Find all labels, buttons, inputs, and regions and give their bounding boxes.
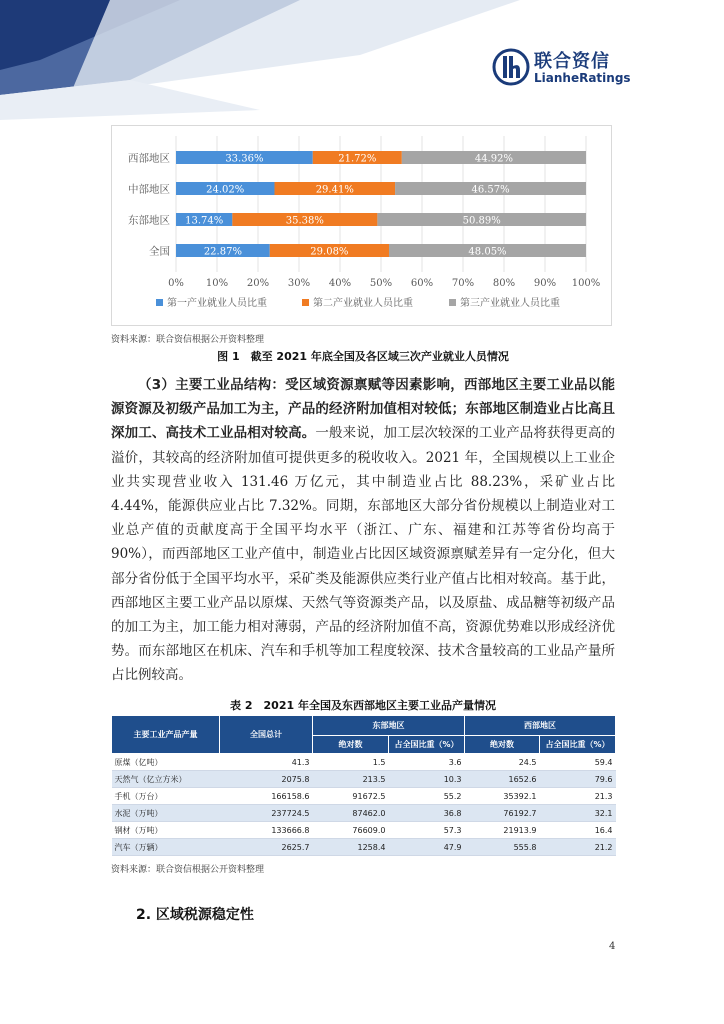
logo-mark-icon [492,48,530,86]
cell-name: 原煤（亿吨） [112,754,220,771]
table-2-title: 表 2 2021 年全国及东西部地区主要工业品产量情况 [230,699,496,712]
cell-west-share: 59.4 [540,754,616,771]
cell-west-share: 79.6 [540,771,616,788]
figure-1-caption: 图 1 截至 2021 年底全国及各区域三次产业就业人员情况 [217,350,509,363]
x-tick-label: 40% [328,278,352,289]
table-2 [111,715,616,856]
data-label: 35.38% [285,215,324,227]
x-tick-label: 0% [168,278,184,289]
x-tick-label: 70% [451,278,475,289]
data-label: 44.92% [474,153,513,165]
table-2-source: 资料来源：联合资信根据公开资料整理 [111,865,265,875]
cell-east-share: 55.2 [389,788,465,805]
data-label: 29.41% [315,184,354,196]
th-product: 主要工业产品产量 [112,716,220,754]
data-label: 22.87% [203,246,242,258]
table-row [112,771,616,788]
paragraph-body: 一般来说，加工层次较深的工业产品将获得更高的溢价，其较高的经济附加值可提供更多的税收收入。2021 年，全国规模以上工业企业共实现营业收入 131.46 万亿元，其中制造业占比 88.23%，采矿业占比 4.44%，能源供应业占比 7.32%。同期，东部地区大部分省份规模以上制造业对工业总产值的贡献度高于全国平均水平（浙江、广东、福建和江苏等省份均高于 90%），而西部地区工业产值中，制造业占比因区域资源禀赋差异有一定分化，但大部分省份低于全国平均水平，采矿类及能源供应类行业产值占比相对较高。基于此，西部地区主要工业产品以原煤、天然气等资源类产品，以及原盐、成品糖等初级产品的加工为主，加工能力相对薄弱，产品的经济附加值不高，资源优势难以形成经济优势。而东部地区在机床、汽车和手机等加工程度较深、技术含量较高的工业品产量所占比例较高。 [111,425,615,684]
category-label: 东部地区 [128,214,170,227]
cell-east-share: 47.9 [389,839,465,856]
data-label: 48.05% [468,246,507,258]
category-label: 中部地区 [128,183,170,196]
th-east: 东部地区 [313,716,465,736]
cell-national: 133666.8 [220,822,313,839]
cell-national: 41.3 [220,754,313,771]
cell-east-share: 3.6 [389,754,465,771]
cell-east-abs: 1.5 [313,754,389,771]
cell-west-share: 21.3 [540,788,616,805]
data-label: 50.89% [462,215,501,227]
th-national: 全国总计 [220,716,313,754]
cell-west-abs: 24.5 [465,754,540,771]
paragraph-lead-bold: （3）主要工业品结构：受区域资源禀赋等因素影响，西部地区主要工业品以能源资源及初级产品加工为主，产品的经济附加值相对较低；东部地区制造业占比高且深加工、高技术工业品相对较高。 [111,377,615,442]
cell-east-abs: 76609.0 [313,822,389,839]
cell-west-abs: 1652.6 [465,771,540,788]
x-tick-label: 60% [410,278,434,289]
stacked-bar-chart [112,126,611,325]
legend-swatch [302,299,309,306]
table-row [112,805,616,822]
x-tick-label: 100% [571,278,601,289]
data-label: 29.08% [310,246,349,258]
figure-1-chart [111,125,612,326]
cell-east-abs: 87462.0 [313,805,389,822]
data-label: 46.57% [471,184,510,196]
cell-name: 手机（万台） [112,788,220,805]
section-heading: 2. 区域税源稳定性 [136,907,254,923]
cell-west-abs: 76192.7 [465,805,540,822]
logo-text-cn: 联合资信 [534,51,610,72]
figure-1-source: 资料来源：联合资信根据公开资料整理 [111,335,265,345]
page-number: 4 [609,941,616,952]
cell-west-abs: 35392.1 [465,788,540,805]
legend-label: 第三产业就业人员比重 [460,298,560,309]
cell-national: 166158.6 [220,788,313,805]
logo-text-en: LianheRatings [534,71,631,85]
category-label: 全国 [149,245,170,258]
cell-name: 钢材（万吨） [112,822,220,839]
x-tick-label: 90% [533,278,557,289]
table-row [112,788,616,805]
cell-west-abs: 555.8 [465,839,540,856]
cell-east-share: 10.3 [389,771,465,788]
cell-name: 水泥（万吨） [112,805,220,822]
cell-east-share: 36.8 [389,805,465,822]
category-label: 西部地区 [128,152,170,165]
brand-logo [492,46,631,92]
cell-national: 2625.7 [220,839,313,856]
cell-east-share: 57.3 [389,822,465,839]
data-label: 24.02% [206,184,245,196]
th-east-share: 占全国比重（%） [389,736,465,754]
cell-east-abs: 1258.4 [313,839,389,856]
x-tick-label: 20% [246,278,270,289]
th-east-abs: 绝对数 [313,736,389,754]
data-label: 33.36% [225,153,264,165]
cell-national: 2075.8 [220,771,313,788]
x-tick-label: 10% [205,278,229,289]
cell-national: 237724.5 [220,805,313,822]
table-row [112,822,616,839]
th-west-share: 占全国比重（%） [540,736,616,754]
th-west: 西部地区 [465,716,616,736]
cell-west-share: 21.2 [540,839,616,856]
data-label: 21.72% [338,153,377,165]
cell-east-abs: 213.5 [313,771,389,788]
industrial-structure-paragraph [111,373,615,688]
data-label: 13.74% [185,215,224,227]
x-tick-label: 30% [287,278,311,289]
cell-west-share: 16.4 [540,822,616,839]
cell-name: 汽车（万辆） [112,839,220,856]
legend-swatch [156,299,163,306]
table-row [112,839,616,856]
x-tick-label: 80% [492,278,516,289]
th-west-abs: 绝对数 [465,736,540,754]
cell-west-abs: 21913.9 [465,822,540,839]
legend-swatch [449,299,456,306]
cell-west-share: 32.1 [540,805,616,822]
table-row [112,754,616,771]
legend-label: 第二产业就业人员比重 [313,298,413,309]
x-tick-label: 50% [369,278,393,289]
cell-name: 天然气（亿立方米） [112,771,220,788]
cell-east-abs: 91672.5 [313,788,389,805]
legend-label: 第一产业就业人员比重 [167,298,267,309]
